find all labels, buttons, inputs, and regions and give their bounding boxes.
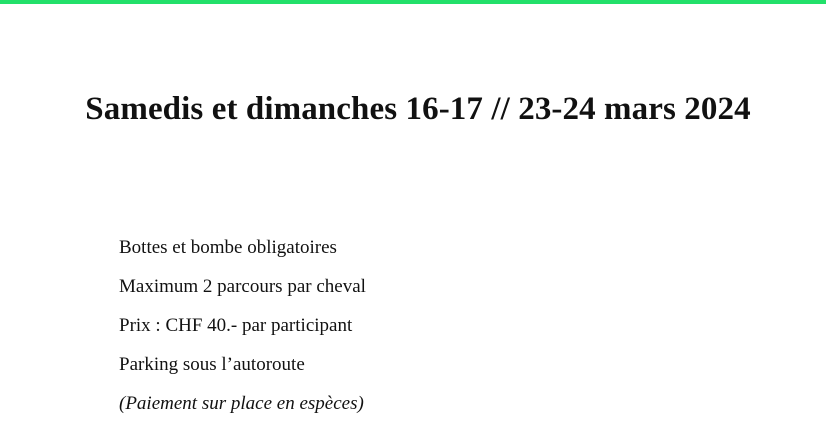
top-accent-border: [0, 0, 826, 4]
max-rounds-per-horse: Maximum 2 parcours par cheval: [119, 276, 366, 297]
boots-helmet-requirement: Bottes et bombe obligatoires: [119, 237, 337, 258]
event-details-list: [119, 234, 366, 429]
price-per-participant: Prix : CHF 40.- par participant: [119, 315, 353, 336]
parking-info: Parking sous l’autoroute: [119, 354, 305, 375]
payment-note: (Paiement sur place en espèces): [119, 393, 364, 414]
page-title: Samedis et dimanches 16-17 // 23-24 mars 2024: [85, 91, 751, 127]
